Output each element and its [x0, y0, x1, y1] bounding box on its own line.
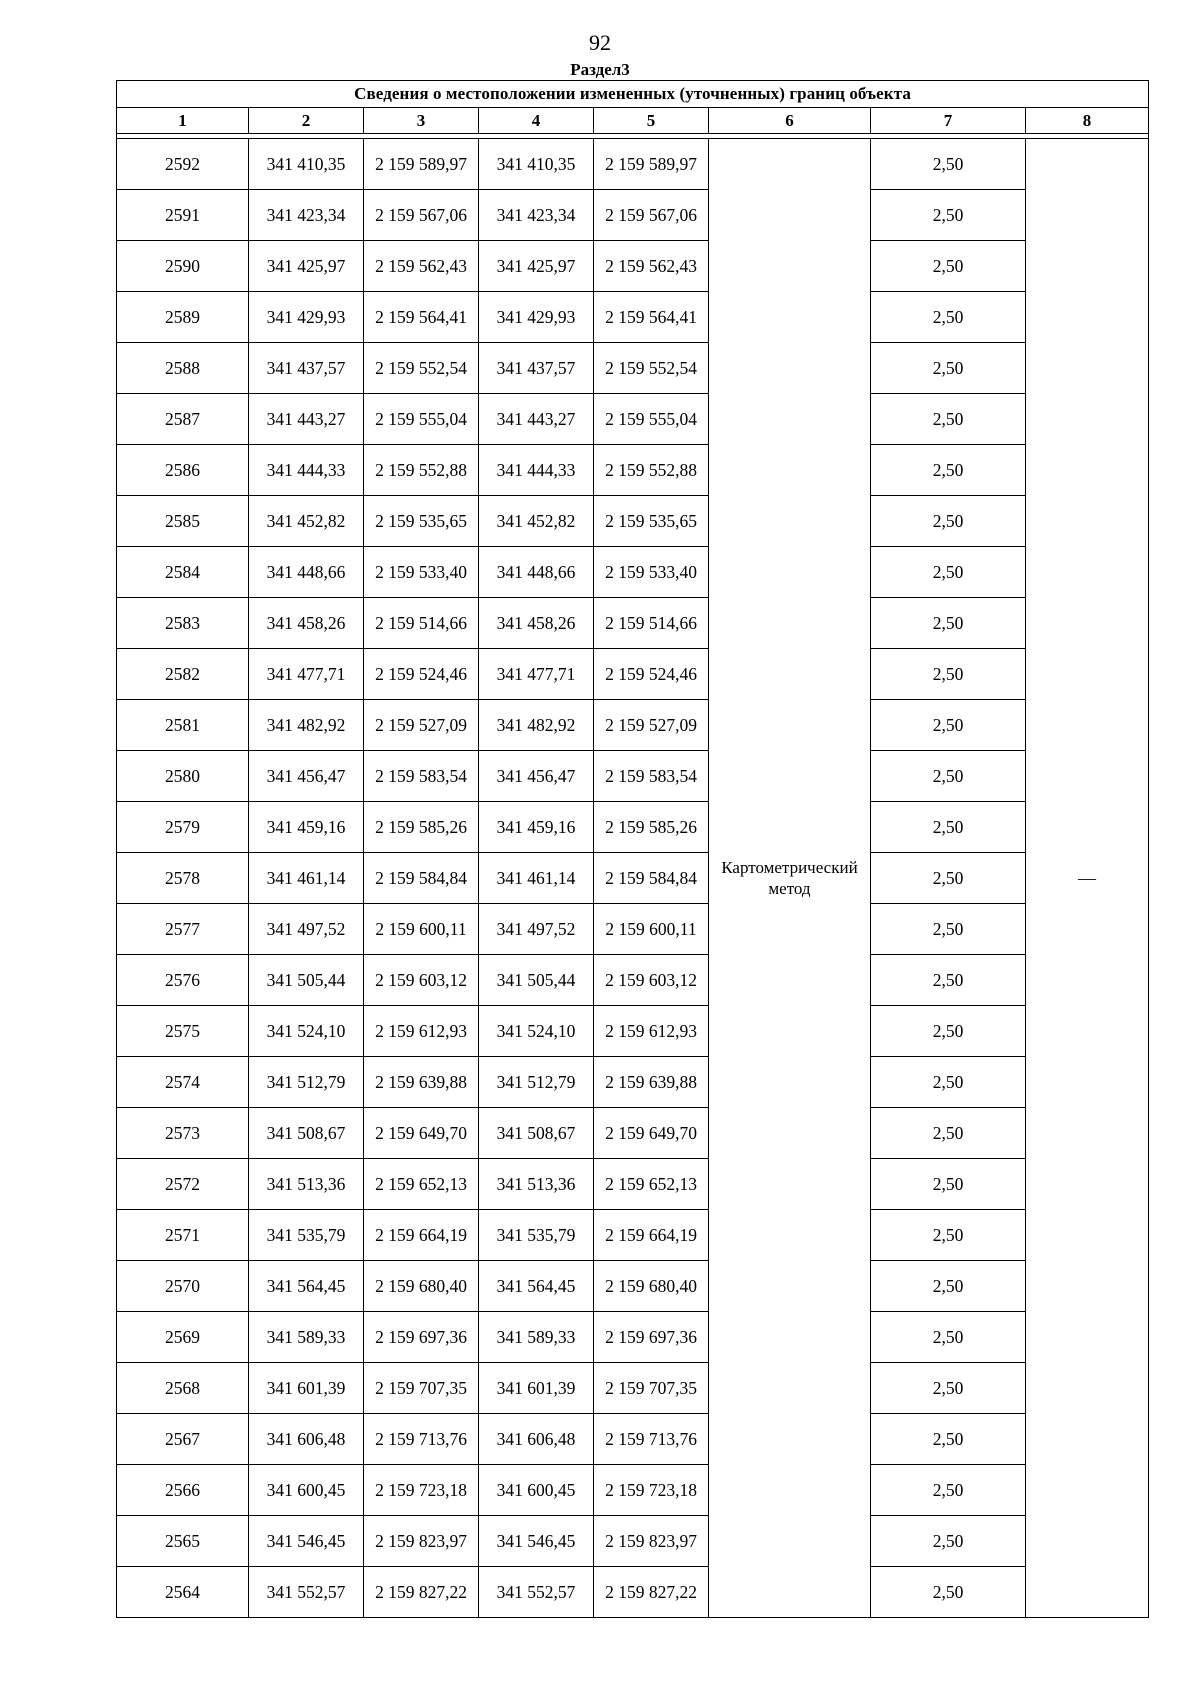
x-coordinate-cell: 341 477,71 — [249, 649, 364, 700]
y-coordinate-cell: 2 159 562,43 — [594, 241, 709, 292]
accuracy-cell: 2,50 — [871, 547, 1026, 598]
x-coordinate-cell: 341 482,92 — [479, 700, 594, 751]
accuracy-cell: 2,50 — [871, 649, 1026, 700]
y-coordinate-cell: 2 159 533,40 — [594, 547, 709, 598]
point-number-cell: 2567 — [117, 1414, 249, 1465]
x-coordinate-cell: 341 601,39 — [479, 1363, 594, 1414]
point-number-cell: 2564 — [117, 1567, 249, 1618]
accuracy-cell: 2,50 — [871, 1465, 1026, 1516]
y-coordinate-cell: 2 159 649,70 — [594, 1108, 709, 1159]
point-number-cell: 2566 — [117, 1465, 249, 1516]
table-caption: Сведения о местоположении измененных (уточненных) границ объекта — [117, 81, 1149, 108]
y-coordinate-cell: 2 159 585,26 — [364, 802, 479, 853]
point-number-cell: 2589 — [117, 292, 249, 343]
point-number-cell: 2584 — [117, 547, 249, 598]
point-number-cell: 2574 — [117, 1057, 249, 1108]
x-coordinate-cell: 341 429,93 — [249, 292, 364, 343]
y-coordinate-cell: 2 159 649,70 — [364, 1108, 479, 1159]
table-row — [117, 1567, 1149, 1618]
table-row — [117, 445, 1149, 496]
table-row — [117, 139, 1149, 190]
table-row — [117, 496, 1149, 547]
table-row — [117, 343, 1149, 394]
accuracy-cell: 2,50 — [871, 445, 1026, 496]
point-number-cell: 2591 — [117, 190, 249, 241]
point-number-cell: 2565 — [117, 1516, 249, 1567]
table-row — [117, 292, 1149, 343]
x-coordinate-cell: 341 448,66 — [249, 547, 364, 598]
y-coordinate-cell: 2 159 664,19 — [364, 1210, 479, 1261]
y-coordinate-cell: 2 159 713,76 — [364, 1414, 479, 1465]
x-coordinate-cell: 341 513,36 — [479, 1159, 594, 1210]
y-coordinate-cell: 2 159 827,22 — [364, 1567, 479, 1618]
y-coordinate-cell: 2 159 562,43 — [364, 241, 479, 292]
accuracy-cell: 2,50 — [871, 1567, 1026, 1618]
x-coordinate-cell: 341 535,79 — [249, 1210, 364, 1261]
point-number-cell: 2571 — [117, 1210, 249, 1261]
x-coordinate-cell: 341 461,14 — [249, 853, 364, 904]
point-number-cell: 2586 — [117, 445, 249, 496]
y-coordinate-cell: 2 159 567,06 — [594, 190, 709, 241]
y-coordinate-cell: 2 159 612,93 — [364, 1006, 479, 1057]
table-row — [117, 649, 1149, 700]
accuracy-cell: 2,50 — [871, 700, 1026, 751]
accuracy-cell: 2,50 — [871, 1516, 1026, 1567]
x-coordinate-cell: 341 458,26 — [479, 598, 594, 649]
x-coordinate-cell: 341 423,34 — [249, 190, 364, 241]
x-coordinate-cell: 341 513,36 — [249, 1159, 364, 1210]
y-coordinate-cell: 2 159 524,46 — [594, 649, 709, 700]
x-coordinate-cell: 341 600,45 — [479, 1465, 594, 1516]
y-coordinate-cell: 2 159 827,22 — [594, 1567, 709, 1618]
accuracy-cell: 2,50 — [871, 1414, 1026, 1465]
y-coordinate-cell: 2 159 585,26 — [594, 802, 709, 853]
x-coordinate-cell: 341 524,10 — [249, 1006, 364, 1057]
point-number-cell: 2576 — [117, 955, 249, 1006]
x-coordinate-cell: 341 459,16 — [249, 802, 364, 853]
accuracy-cell: 2,50 — [871, 1210, 1026, 1261]
y-coordinate-cell: 2 159 680,40 — [364, 1261, 479, 1312]
table-row — [117, 1159, 1149, 1210]
x-coordinate-cell: 341 512,79 — [249, 1057, 364, 1108]
x-coordinate-cell: 341 425,97 — [249, 241, 364, 292]
table-row — [117, 1210, 1149, 1261]
point-number-cell: 2580 — [117, 751, 249, 802]
accuracy-cell: 2,50 — [871, 1057, 1026, 1108]
y-coordinate-cell: 2 159 664,19 — [594, 1210, 709, 1261]
x-coordinate-cell: 341 452,82 — [479, 496, 594, 547]
point-number-cell: 2568 — [117, 1363, 249, 1414]
y-coordinate-cell: 2 159 535,65 — [594, 496, 709, 547]
x-coordinate-cell: 341 552,57 — [249, 1567, 364, 1618]
x-coordinate-cell: 341 606,48 — [479, 1414, 594, 1465]
x-coordinate-cell: 341 443,27 — [249, 394, 364, 445]
point-number-cell: 2585 — [117, 496, 249, 547]
y-coordinate-cell: 2 159 584,84 — [364, 853, 479, 904]
note-cell: — — [1026, 139, 1149, 1618]
column-number-row — [117, 108, 1149, 134]
table-row — [117, 1006, 1149, 1057]
x-coordinate-cell: 341 437,57 — [249, 343, 364, 394]
x-coordinate-cell: 341 589,33 — [479, 1312, 594, 1363]
x-coordinate-cell: 341 410,35 — [479, 139, 594, 190]
x-coordinate-cell: 341 508,67 — [249, 1108, 364, 1159]
column-number: 3 — [364, 108, 479, 134]
y-coordinate-cell: 2 159 697,36 — [594, 1312, 709, 1363]
y-coordinate-cell: 2 159 600,11 — [594, 904, 709, 955]
x-coordinate-cell: 341 552,57 — [479, 1567, 594, 1618]
x-coordinate-cell: 341 546,45 — [479, 1516, 594, 1567]
accuracy-cell: 2,50 — [871, 1261, 1026, 1312]
y-coordinate-cell: 2 159 713,76 — [594, 1414, 709, 1465]
column-number: 6 — [709, 108, 871, 134]
y-coordinate-cell: 2 159 639,88 — [594, 1057, 709, 1108]
x-coordinate-cell: 341 448,66 — [479, 547, 594, 598]
table-row — [117, 1465, 1149, 1516]
x-coordinate-cell: 341 512,79 — [479, 1057, 594, 1108]
point-number-cell: 2587 — [117, 394, 249, 445]
x-coordinate-cell: 341 482,92 — [249, 700, 364, 751]
y-coordinate-cell: 2 159 697,36 — [364, 1312, 479, 1363]
column-number: 1 — [117, 108, 249, 134]
accuracy-cell: 2,50 — [871, 139, 1026, 190]
table-row — [117, 1261, 1149, 1312]
column-number: 8 — [1026, 108, 1149, 134]
accuracy-cell: 2,50 — [871, 802, 1026, 853]
method-cell: Картометрический метод — [709, 139, 871, 1618]
point-number-cell: 2569 — [117, 1312, 249, 1363]
point-number-cell: 2582 — [117, 649, 249, 700]
x-coordinate-cell: 341 505,44 — [479, 955, 594, 1006]
page-number: 92 — [589, 30, 611, 55]
y-coordinate-cell: 2 159 589,97 — [364, 139, 479, 190]
x-coordinate-cell: 341 456,47 — [479, 751, 594, 802]
table-row — [117, 802, 1149, 853]
table-row — [117, 190, 1149, 241]
x-coordinate-cell: 341 410,35 — [249, 139, 364, 190]
x-coordinate-cell: 341 429,93 — [479, 292, 594, 343]
x-coordinate-cell: 341 443,27 — [479, 394, 594, 445]
table-row — [117, 1057, 1149, 1108]
x-coordinate-cell: 341 444,33 — [249, 445, 364, 496]
x-coordinate-cell: 341 459,16 — [479, 802, 594, 853]
column-number: 5 — [594, 108, 709, 134]
accuracy-cell: 2,50 — [871, 190, 1026, 241]
x-coordinate-cell: 341 461,14 — [479, 853, 594, 904]
x-coordinate-cell: 341 564,45 — [479, 1261, 594, 1312]
table-row — [117, 904, 1149, 955]
table-row — [117, 241, 1149, 292]
y-coordinate-cell: 2 159 514,66 — [364, 598, 479, 649]
y-coordinate-cell: 2 159 583,54 — [364, 751, 479, 802]
y-coordinate-cell: 2 159 552,54 — [364, 343, 479, 394]
point-number-cell: 2578 — [117, 853, 249, 904]
accuracy-cell: 2,50 — [871, 904, 1026, 955]
y-coordinate-cell: 2 159 603,12 — [594, 955, 709, 1006]
accuracy-cell: 2,50 — [871, 292, 1026, 343]
x-coordinate-cell: 341 589,33 — [249, 1312, 364, 1363]
y-coordinate-cell: 2 159 603,12 — [364, 955, 479, 1006]
table-row — [117, 394, 1149, 445]
table-row — [117, 700, 1149, 751]
y-coordinate-cell: 2 159 527,09 — [594, 700, 709, 751]
x-coordinate-cell: 341 535,79 — [479, 1210, 594, 1261]
table-row — [117, 853, 1149, 904]
x-coordinate-cell: 341 601,39 — [249, 1363, 364, 1414]
x-coordinate-cell: 341 477,71 — [479, 649, 594, 700]
y-coordinate-cell: 2 159 535,65 — [364, 496, 479, 547]
accuracy-cell: 2,50 — [871, 343, 1026, 394]
table-row — [117, 1312, 1149, 1363]
point-number-cell: 2583 — [117, 598, 249, 649]
point-number-cell: 2590 — [117, 241, 249, 292]
y-coordinate-cell: 2 159 707,35 — [364, 1363, 479, 1414]
x-coordinate-cell: 341 600,45 — [249, 1465, 364, 1516]
column-number: 7 — [871, 108, 1026, 134]
accuracy-cell: 2,50 — [871, 955, 1026, 1006]
column-number: 2 — [249, 108, 364, 134]
x-coordinate-cell: 341 423,34 — [479, 190, 594, 241]
point-number-cell: 2573 — [117, 1108, 249, 1159]
x-coordinate-cell: 341 505,44 — [249, 955, 364, 1006]
point-number-cell: 2579 — [117, 802, 249, 853]
table-row — [117, 1414, 1149, 1465]
y-coordinate-cell: 2 159 514,66 — [594, 598, 709, 649]
table-row — [117, 547, 1149, 598]
y-coordinate-cell: 2 159 707,35 — [594, 1363, 709, 1414]
y-coordinate-cell: 2 159 583,54 — [594, 751, 709, 802]
x-coordinate-cell: 341 456,47 — [249, 751, 364, 802]
x-coordinate-cell: 341 524,10 — [479, 1006, 594, 1057]
x-coordinate-cell: 341 437,57 — [479, 343, 594, 394]
accuracy-cell: 2,50 — [871, 241, 1026, 292]
table-row — [117, 1108, 1149, 1159]
x-coordinate-cell: 341 452,82 — [249, 496, 364, 547]
x-coordinate-cell: 341 458,26 — [249, 598, 364, 649]
y-coordinate-cell: 2 159 584,84 — [594, 853, 709, 904]
y-coordinate-cell: 2 159 555,04 — [364, 394, 479, 445]
y-coordinate-cell: 2 159 589,97 — [594, 139, 709, 190]
table-row — [117, 955, 1149, 1006]
table-row — [117, 751, 1149, 802]
point-number-cell: 2588 — [117, 343, 249, 394]
accuracy-cell: 2,50 — [871, 598, 1026, 649]
x-coordinate-cell: 341 497,52 — [479, 904, 594, 955]
y-coordinate-cell: 2 159 612,93 — [594, 1006, 709, 1057]
table-body — [117, 134, 1149, 1618]
y-coordinate-cell: 2 159 555,04 — [594, 394, 709, 445]
accuracy-cell: 2,50 — [871, 1363, 1026, 1414]
x-coordinate-cell: 341 546,45 — [249, 1516, 364, 1567]
section-title: Раздел3 — [570, 60, 630, 79]
x-coordinate-cell: 341 508,67 — [479, 1108, 594, 1159]
accuracy-cell: 2,50 — [871, 496, 1026, 547]
y-coordinate-cell: 2 159 552,54 — [594, 343, 709, 394]
x-coordinate-cell: 341 425,97 — [479, 241, 594, 292]
y-coordinate-cell: 2 159 567,06 — [364, 190, 479, 241]
table-row — [117, 598, 1149, 649]
y-coordinate-cell: 2 159 723,18 — [364, 1465, 479, 1516]
accuracy-cell: 2,50 — [871, 1108, 1026, 1159]
y-coordinate-cell: 2 159 552,88 — [364, 445, 479, 496]
column-number: 4 — [479, 108, 594, 134]
accuracy-cell: 2,50 — [871, 1159, 1026, 1210]
table-row — [117, 1363, 1149, 1414]
y-coordinate-cell: 2 159 552,88 — [594, 445, 709, 496]
point-number-cell: 2592 — [117, 139, 249, 190]
point-number-cell: 2575 — [117, 1006, 249, 1057]
y-coordinate-cell: 2 159 680,40 — [594, 1261, 709, 1312]
x-coordinate-cell: 341 606,48 — [249, 1414, 364, 1465]
y-coordinate-cell: 2 159 533,40 — [364, 547, 479, 598]
x-coordinate-cell: 341 444,33 — [479, 445, 594, 496]
accuracy-cell: 2,50 — [871, 1006, 1026, 1057]
point-number-cell: 2577 — [117, 904, 249, 955]
accuracy-cell: 2,50 — [871, 1312, 1026, 1363]
x-coordinate-cell: 341 497,52 — [249, 904, 364, 955]
y-coordinate-cell: 2 159 527,09 — [364, 700, 479, 751]
y-coordinate-cell: 2 159 652,13 — [594, 1159, 709, 1210]
accuracy-cell: 2,50 — [871, 394, 1026, 445]
y-coordinate-cell: 2 159 823,97 — [364, 1516, 479, 1567]
y-coordinate-cell: 2 159 723,18 — [594, 1465, 709, 1516]
point-number-cell: 2572 — [117, 1159, 249, 1210]
y-coordinate-cell: 2 159 564,41 — [594, 292, 709, 343]
accuracy-cell: 2,50 — [871, 751, 1026, 802]
table-row — [117, 1516, 1149, 1567]
y-coordinate-cell: 2 159 823,97 — [594, 1516, 709, 1567]
point-number-cell: 2570 — [117, 1261, 249, 1312]
accuracy-cell: 2,50 — [871, 853, 1026, 904]
y-coordinate-cell: 2 159 600,11 — [364, 904, 479, 955]
y-coordinate-cell: 2 159 652,13 — [364, 1159, 479, 1210]
y-coordinate-cell: 2 159 524,46 — [364, 649, 479, 700]
x-coordinate-cell: 341 564,45 — [249, 1261, 364, 1312]
coordinates-table — [116, 80, 1149, 1618]
y-coordinate-cell: 2 159 564,41 — [364, 292, 479, 343]
point-number-cell: 2581 — [117, 700, 249, 751]
y-coordinate-cell: 2 159 639,88 — [364, 1057, 479, 1108]
